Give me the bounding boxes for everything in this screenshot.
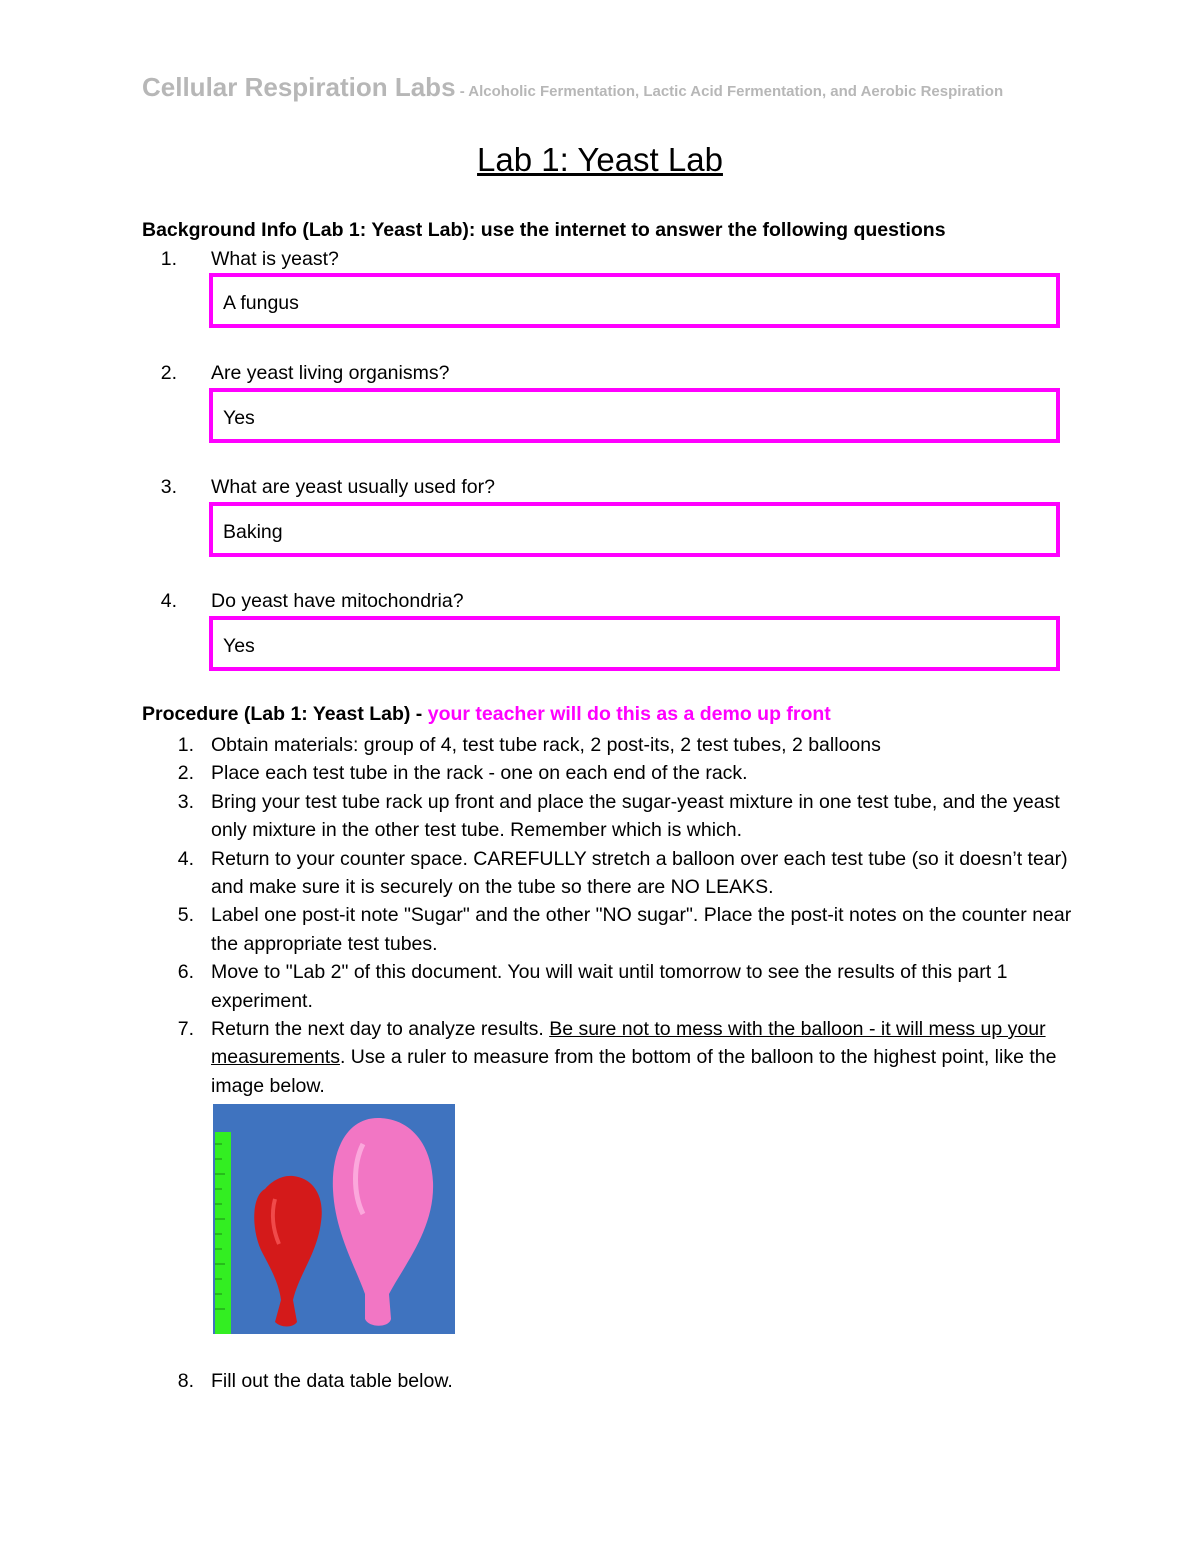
question-text: Do yeast have mitochondria?: [211, 590, 464, 612]
question-4: [142, 590, 464, 613]
answer-text: A fungus: [223, 292, 299, 314]
step-number: 6.: [177, 961, 194, 984]
procedure-step-1: [142, 731, 1072, 759]
step-number: 8.: [177, 1370, 194, 1393]
step-text: Obtain materials: group of 4, test tube rack, 2 post-its, 2 test tubes, 2 balloons: [211, 734, 881, 756]
page-title: Lab 1: Yeast Lab: [477, 141, 723, 178]
procedure-step-2: [142, 759, 1072, 787]
step-number: 4.: [177, 847, 194, 870]
answer-box-3[interactable]: [209, 502, 1060, 557]
question-number: 4.: [160, 590, 177, 612]
step-text: Bring your test tube rack up front and place the sugar-yeast mixture in one test tube, and the yeast only mixture in the other test tube. Remember which is which.: [211, 790, 1060, 842]
question-3: [142, 476, 495, 499]
step-text: Fill out the data table below.: [211, 1370, 453, 1393]
question-number: 1.: [160, 248, 177, 270]
procedure-step-3: [142, 788, 1072, 845]
header-subtitle: - Alcoholic Fermentation, Lactic Acid Fermentation, and Aerobic Respiration: [455, 83, 1004, 100]
question-number: 3.: [160, 476, 177, 498]
procedure-step-6: [142, 958, 1072, 1015]
header-title: Cellular Respiration Labs: [142, 72, 456, 102]
question-text: What are yeast usually used for?: [211, 476, 495, 498]
procedure-step-7: [142, 1015, 1072, 1100]
answer-text: Yes: [223, 407, 255, 429]
step-text: Label one post-it note "Sugar" and the other "NO sugar". Place the post-it notes on the counter near the appropriate test tubes.: [211, 904, 1072, 955]
answer-text: Yes: [223, 635, 255, 657]
answer-text: Baking: [223, 521, 283, 543]
procedure-heading-text: Procedure (Lab 1: Yeast Lab) -: [142, 703, 428, 725]
question-text: What is yeast?: [211, 248, 339, 270]
procedure-step-4: [142, 845, 1072, 902]
step-text: Return to your counter space. CAREFULLY stretch a balloon over each test tube (so it doesn’t tear) and make sure it is securely on the tube so there are NO LEAKS.: [211, 847, 1068, 899]
answer-box-1[interactable]: [209, 273, 1060, 328]
document-header: [142, 72, 1003, 103]
step-text: Move to "Lab 2" of this document. You will wait until tomorrow to see the results of this part 1 experiment.: [211, 961, 1008, 1012]
step-warning-underlined: Be sure not to mess with the balloon - it will mess up your measurements: [211, 1018, 1046, 1069]
step-number: 1.: [177, 734, 194, 756]
answer-box-2[interactable]: [209, 388, 1060, 443]
step-number: 7.: [177, 1018, 194, 1041]
background-heading: Background Info (Lab 1: Yeast Lab): use the internet to answer the following questions: [142, 219, 946, 241]
question-number: 2.: [160, 362, 177, 384]
answer-box-4[interactable]: [209, 616, 1060, 671]
step-text-continued: . Use a ruler to measure from the bottom of the balloon to the highest point, like the image below.: [211, 1046, 1057, 1097]
question-1: [142, 248, 339, 271]
step-number: 5.: [177, 904, 194, 927]
step-text: Return the next day to analyze results.: [211, 1018, 550, 1041]
procedure-heading-note: your teacher will do this as a demo up front: [427, 703, 831, 725]
balloon-measurement-photo: [213, 1104, 455, 1334]
ruler: [215, 1132, 231, 1334]
step-number: 2.: [177, 762, 194, 785]
step-text: Place each test tube in the rack - one on each end of the rack.: [211, 762, 748, 785]
procedure-heading: [142, 703, 831, 726]
question-text: Are yeast living organisms?: [211, 362, 450, 384]
procedure-step-8: [142, 1367, 1072, 1395]
procedure-step-5: [142, 901, 1072, 958]
step-number: 3.: [177, 790, 194, 813]
question-2: [142, 362, 449, 385]
